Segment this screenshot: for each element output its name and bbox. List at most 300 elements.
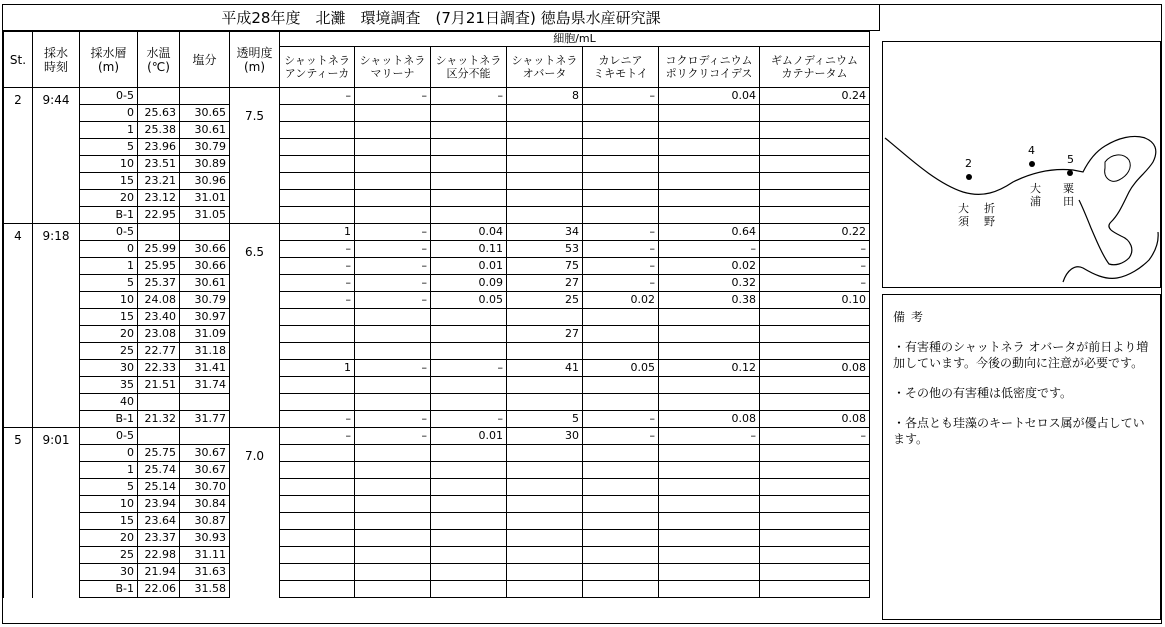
cell-density-cell — [355, 462, 431, 479]
cell-density-cell: 0.09 — [431, 275, 507, 292]
cell-density-cell — [583, 326, 659, 343]
table-row — [4, 343, 870, 360]
remarks-title: 備考 — [893, 310, 930, 324]
cell-density-cell — [280, 530, 355, 547]
station-marker-2 — [966, 174, 972, 180]
station-number-cell: 2 — [4, 88, 33, 224]
depth-cell: 30 — [80, 564, 138, 581]
cell-density-cell — [760, 513, 870, 530]
cell-density-cell — [760, 581, 870, 598]
salinity-cell: 30.97 — [180, 309, 230, 326]
header-sampling-depth: 採水層 (m) — [80, 32, 138, 88]
cell-density-cell — [583, 513, 659, 530]
depth-cell: 15 — [80, 513, 138, 530]
cell-density-cell — [280, 513, 355, 530]
cell-density-cell: – — [583, 258, 659, 275]
cell-density-cell: – — [280, 292, 355, 309]
salinity-cell: 31.05 — [180, 207, 230, 224]
transparency-cell: 6.5 — [230, 224, 280, 428]
sampling-time-cell: 9:01 — [33, 428, 80, 598]
transparency-cell: 7.5 — [230, 88, 280, 224]
water-temp-cell: 22.77 — [138, 343, 180, 360]
place-label-oura: 大浦 — [1030, 182, 1041, 208]
depth-cell: 25 — [80, 547, 138, 564]
cell-density-cell — [659, 530, 760, 547]
salinity-cell: 31.63 — [180, 564, 230, 581]
cell-density-cell: – — [760, 275, 870, 292]
table-row — [4, 377, 870, 394]
table-row — [4, 462, 870, 479]
cell-density-cell — [280, 139, 355, 156]
cell-density-cell — [280, 445, 355, 462]
place-label-orino: 折野 — [984, 202, 995, 228]
cell-density-cell — [760, 462, 870, 479]
depth-cell: 5 — [80, 139, 138, 156]
cell-density-cell — [507, 581, 583, 598]
cell-density-cell — [507, 479, 583, 496]
cell-density-cell — [583, 190, 659, 207]
cell-density-cell — [507, 122, 583, 139]
cell-density-cell — [760, 207, 870, 224]
header-species-karenia-mikimotoi: カレニア ミキモトイ — [583, 47, 659, 88]
cell-density-cell — [760, 190, 870, 207]
cell-density-cell — [507, 309, 583, 326]
cell-density-cell — [507, 207, 583, 224]
cell-density-cell — [659, 462, 760, 479]
remark-item-2: ・その他の有害種は低密度です。 — [893, 386, 1073, 400]
table-row — [4, 207, 870, 224]
cell-density-cell — [431, 105, 507, 122]
water-temp-cell: 21.94 — [138, 564, 180, 581]
cell-density-cell — [760, 139, 870, 156]
cell-density-cell: – — [659, 428, 760, 445]
cell-density-cell — [583, 547, 659, 564]
depth-cell: 5 — [80, 275, 138, 292]
cell-density-cell — [280, 479, 355, 496]
table-row — [4, 139, 870, 156]
depth-cell: 0-5 — [80, 88, 138, 105]
depth-cell: 1 — [80, 122, 138, 139]
table-row — [4, 275, 870, 292]
water-temp-cell: 22.95 — [138, 207, 180, 224]
sampling-time-cell: 9:44 — [33, 88, 80, 224]
cell-density-cell — [431, 173, 507, 190]
table-row — [4, 190, 870, 207]
water-temp-cell: 23.94 — [138, 496, 180, 513]
cell-density-cell — [659, 122, 760, 139]
cell-density-cell — [583, 156, 659, 173]
table-row — [4, 105, 870, 122]
depth-cell: 5 — [80, 479, 138, 496]
cell-density-cell — [280, 343, 355, 360]
cell-density-cell — [431, 309, 507, 326]
cell-density-cell — [507, 377, 583, 394]
cell-density-cell: 0.64 — [659, 224, 760, 241]
cell-density-cell — [280, 156, 355, 173]
cell-density-cell — [507, 547, 583, 564]
depth-cell: B-1 — [80, 411, 138, 428]
cell-density-cell — [355, 547, 431, 564]
water-temp-cell: 22.98 — [138, 547, 180, 564]
header-species-cochlodinium: コクロディニウム ポリクリコイデス — [659, 47, 760, 88]
cell-density-cell — [659, 496, 760, 513]
water-temp-cell: 25.14 — [138, 479, 180, 496]
cell-density-cell — [355, 394, 431, 411]
cell-density-cell: 0.08 — [760, 360, 870, 377]
cell-density-cell — [760, 479, 870, 496]
cell-density-cell: 0.12 — [659, 360, 760, 377]
table-row — [4, 513, 870, 530]
cell-density-cell — [659, 513, 760, 530]
salinity-cell: 30.61 — [180, 275, 230, 292]
table-row — [4, 360, 870, 377]
cell-density-cell: 0.01 — [431, 428, 507, 445]
remark-item-1: ・有害種のシャットネラ オバータが前日より増加しています。今後の動向に注意が必要です。 — [893, 340, 1149, 370]
table-row — [4, 326, 870, 343]
cell-density-cell — [659, 445, 760, 462]
cell-density-cell — [659, 564, 760, 581]
cell-density-cell — [760, 326, 870, 343]
cell-density-cell — [280, 309, 355, 326]
depth-cell: 0 — [80, 241, 138, 258]
cell-density-cell: 30 — [507, 428, 583, 445]
header-salinity: 塩分 — [180, 32, 230, 88]
station-label-4: 4 — [1028, 144, 1035, 157]
cell-density-cell: 41 — [507, 360, 583, 377]
salinity-cell: 31.01 — [180, 190, 230, 207]
table-row — [4, 241, 870, 258]
salinity-cell: 31.77 — [180, 411, 230, 428]
station-number-cell: 5 — [4, 428, 33, 598]
cell-density-cell — [583, 394, 659, 411]
salinity-cell: 30.67 — [180, 462, 230, 479]
cell-density-cell: – — [280, 88, 355, 105]
salinity-cell: 31.74 — [180, 377, 230, 394]
water-temp-cell: 23.12 — [138, 190, 180, 207]
cell-density-cell — [659, 156, 760, 173]
table-row — [4, 479, 870, 496]
salinity-cell: 30.87 — [180, 513, 230, 530]
cell-density-cell — [583, 377, 659, 394]
table-row — [4, 564, 870, 581]
table-row — [4, 122, 870, 139]
salinity-cell: 30.70 — [180, 479, 230, 496]
depth-cell: 0-5 — [80, 224, 138, 241]
salinity-cell: 30.61 — [180, 122, 230, 139]
cell-density-cell — [355, 343, 431, 360]
salinity-cell: 30.79 — [180, 292, 230, 309]
table-row — [4, 292, 870, 309]
salinity-cell: 30.66 — [180, 258, 230, 275]
cell-density-cell — [355, 122, 431, 139]
cell-density-cell — [355, 445, 431, 462]
depth-cell: 30 — [80, 360, 138, 377]
water-temp-cell: 25.75 — [138, 445, 180, 462]
cell-density-cell: – — [659, 241, 760, 258]
cell-density-cell — [659, 343, 760, 360]
salinity-cell: 30.79 — [180, 139, 230, 156]
depth-cell: 40 — [80, 394, 138, 411]
cell-density-cell — [659, 105, 760, 122]
cell-density-cell — [431, 547, 507, 564]
cell-density-cell — [280, 173, 355, 190]
table-row — [4, 258, 870, 275]
cell-density-cell — [507, 445, 583, 462]
water-temp-cell: 24.08 — [138, 292, 180, 309]
cell-density-cell — [760, 377, 870, 394]
coastline-line — [885, 136, 1158, 282]
cell-density-cell — [507, 394, 583, 411]
depth-cell: 0-5 — [80, 428, 138, 445]
cell-density-cell — [355, 190, 431, 207]
depth-cell: 20 — [80, 190, 138, 207]
cell-density-cell — [355, 173, 431, 190]
table-row — [4, 547, 870, 564]
cell-density-cell — [760, 343, 870, 360]
header-species-chattonella-marina: シャットネラ マリーナ — [355, 47, 431, 88]
cell-density-cell: – — [355, 224, 431, 241]
cell-density-cell — [355, 581, 431, 598]
depth-cell: 0 — [80, 105, 138, 122]
depth-cell: 10 — [80, 292, 138, 309]
remark-item-3: ・各点とも珪藻のキートセロス属が優占しています。 — [893, 416, 1145, 446]
salinity-cell — [180, 224, 230, 241]
cell-density-cell — [583, 581, 659, 598]
cell-density-cell — [431, 139, 507, 156]
header-species-chattonella-ovata: シャットネラ オバータ — [507, 47, 583, 88]
cell-density-cell: – — [760, 241, 870, 258]
cell-density-cell — [355, 479, 431, 496]
cell-density-cell — [583, 309, 659, 326]
depth-cell: 35 — [80, 377, 138, 394]
cell-density-cell: – — [355, 258, 431, 275]
cell-density-cell — [583, 462, 659, 479]
salinity-cell: 31.18 — [180, 343, 230, 360]
plankton-data-table — [3, 31, 870, 598]
header-species-gymnodinium: ギムノディニウム カテナータム — [760, 47, 870, 88]
header-station: St. — [4, 32, 33, 88]
depth-cell: 1 — [80, 462, 138, 479]
cell-density-cell — [355, 377, 431, 394]
cell-density-cell — [659, 309, 760, 326]
station-number-cell: 4 — [4, 224, 33, 428]
cell-density-cell: 0.38 — [659, 292, 760, 309]
cell-density-cell: 0.01 — [431, 258, 507, 275]
cell-density-cell — [760, 445, 870, 462]
salinity-cell: 30.65 — [180, 105, 230, 122]
salinity-cell: 30.66 — [180, 241, 230, 258]
cell-density-cell — [583, 139, 659, 156]
header-cell-density-unit: 細胞/mL — [280, 32, 870, 47]
cell-density-cell: 0.10 — [760, 292, 870, 309]
cell-density-cell: – — [280, 241, 355, 258]
station-label-2: 2 — [965, 157, 972, 170]
cell-density-cell — [431, 326, 507, 343]
depth-cell: 1 — [80, 258, 138, 275]
water-temp-cell: 25.37 — [138, 275, 180, 292]
cell-density-cell — [355, 207, 431, 224]
cell-density-cell: – — [355, 275, 431, 292]
cell-density-cell — [355, 496, 431, 513]
cell-density-cell — [355, 530, 431, 547]
water-temp-cell: 25.95 — [138, 258, 180, 275]
salinity-cell — [180, 88, 230, 105]
cell-density-cell — [431, 479, 507, 496]
cell-density-cell: – — [355, 88, 431, 105]
cell-density-cell: 1 — [280, 360, 355, 377]
cell-density-cell: 0.04 — [659, 88, 760, 105]
water-temp-cell — [138, 88, 180, 105]
place-label-awata: 粟田 — [1063, 182, 1074, 208]
cell-density-cell — [583, 445, 659, 462]
cell-density-cell — [431, 377, 507, 394]
cell-density-cell: 34 — [507, 224, 583, 241]
report-title: 平成28年度 北灘 環境調査 (7月21日調査) 徳島県水産研究課 — [3, 5, 880, 31]
cell-density-cell: 0.02 — [583, 292, 659, 309]
cell-density-cell — [659, 139, 760, 156]
cell-density-cell: 53 — [507, 241, 583, 258]
water-temp-cell — [138, 394, 180, 411]
cell-density-cell: – — [583, 428, 659, 445]
cell-density-cell: – — [583, 241, 659, 258]
depth-cell: 25 — [80, 343, 138, 360]
cell-density-cell — [507, 190, 583, 207]
cell-density-cell: – — [583, 275, 659, 292]
cell-density-cell — [280, 394, 355, 411]
cell-density-cell — [431, 581, 507, 598]
table-row — [4, 156, 870, 173]
cell-density-cell — [659, 394, 760, 411]
cell-density-cell: 0.02 — [659, 258, 760, 275]
header-species-chattonella-unidentified: シャットネラ 区分不能 — [431, 47, 507, 88]
cell-density-cell — [355, 156, 431, 173]
title-blank-cell — [880, 5, 1161, 31]
salinity-cell: 31.09 — [180, 326, 230, 343]
cell-density-cell — [760, 547, 870, 564]
cell-density-cell: – — [760, 428, 870, 445]
cell-density-cell — [659, 479, 760, 496]
cell-density-cell — [431, 207, 507, 224]
cell-density-cell: – — [583, 88, 659, 105]
cell-density-cell: 0.24 — [760, 88, 870, 105]
cell-density-cell — [280, 122, 355, 139]
table-row — [4, 411, 870, 428]
cell-density-cell — [280, 496, 355, 513]
cell-density-cell — [507, 462, 583, 479]
cell-density-cell: – — [280, 258, 355, 275]
cell-density-cell — [431, 530, 507, 547]
salinity-cell: 31.41 — [180, 360, 230, 377]
salinity-cell: 30.93 — [180, 530, 230, 547]
water-temp-cell: 23.96 — [138, 139, 180, 156]
cell-density-cell — [507, 496, 583, 513]
cell-density-cell — [355, 309, 431, 326]
cell-density-cell: – — [355, 360, 431, 377]
station-map — [882, 41, 1161, 288]
salinity-cell: 31.58 — [180, 581, 230, 598]
cell-density-cell — [583, 479, 659, 496]
water-temp-cell: 25.38 — [138, 122, 180, 139]
water-temp-cell: 22.33 — [138, 360, 180, 377]
cell-density-cell — [280, 462, 355, 479]
cell-density-cell: 27 — [507, 275, 583, 292]
place-label-osu: 大須 — [958, 202, 969, 228]
cell-density-cell — [431, 156, 507, 173]
cell-density-cell — [659, 190, 760, 207]
header-species-chattonella-antiqua: シャットネラ アンティーカ — [280, 47, 355, 88]
table-row — [4, 445, 870, 462]
table-row — [4, 394, 870, 411]
table-row — [4, 309, 870, 326]
cell-density-cell — [431, 496, 507, 513]
water-temp-cell: 23.40 — [138, 309, 180, 326]
station-label-5: 5 — [1067, 153, 1074, 166]
cell-density-cell: 5 — [507, 411, 583, 428]
water-temp-cell — [138, 428, 180, 445]
cell-density-cell: – — [431, 88, 507, 105]
cell-density-cell — [760, 105, 870, 122]
depth-cell: 15 — [80, 173, 138, 190]
cell-density-cell: – — [583, 224, 659, 241]
cell-density-cell — [355, 513, 431, 530]
salinity-cell — [180, 428, 230, 445]
cell-density-cell: 0.32 — [659, 275, 760, 292]
water-temp-cell: 25.99 — [138, 241, 180, 258]
cell-density-cell — [507, 530, 583, 547]
cell-density-cell — [431, 394, 507, 411]
water-temp-cell: 23.21 — [138, 173, 180, 190]
cell-density-cell — [431, 564, 507, 581]
depth-cell: 10 — [80, 156, 138, 173]
cell-density-cell — [280, 547, 355, 564]
cell-density-cell — [355, 139, 431, 156]
transparency-cell: 7.0 — [230, 428, 280, 598]
cell-density-cell — [280, 105, 355, 122]
table-row — [4, 173, 870, 190]
cell-density-cell — [507, 343, 583, 360]
table-row — [4, 88, 870, 105]
cell-density-cell — [760, 173, 870, 190]
cell-density-cell: – — [280, 275, 355, 292]
cell-density-cell: 0.08 — [659, 411, 760, 428]
depth-cell: 10 — [80, 496, 138, 513]
cell-density-cell — [507, 156, 583, 173]
water-temp-cell: 25.63 — [138, 105, 180, 122]
water-temp-cell: 23.08 — [138, 326, 180, 343]
depth-cell: 20 — [80, 326, 138, 343]
sampling-time-cell: 9:18 — [33, 224, 80, 428]
cell-density-cell — [583, 122, 659, 139]
water-temp-cell — [138, 224, 180, 241]
cell-density-cell: 0.05 — [431, 292, 507, 309]
cell-density-cell — [280, 207, 355, 224]
cell-density-cell — [431, 122, 507, 139]
cell-density-cell — [355, 564, 431, 581]
cell-density-cell — [760, 156, 870, 173]
coastline-map-graphic — [883, 42, 1160, 287]
table-row — [4, 530, 870, 547]
cell-density-cell — [507, 564, 583, 581]
water-temp-cell: 23.64 — [138, 513, 180, 530]
report-sheet — [2, 4, 1162, 624]
depth-cell: 0 — [80, 445, 138, 462]
depth-cell: 20 — [80, 530, 138, 547]
cell-density-cell — [760, 496, 870, 513]
station-marker-5 — [1067, 170, 1073, 176]
island-outline — [1105, 155, 1131, 181]
cell-density-cell — [280, 581, 355, 598]
cell-density-cell — [760, 530, 870, 547]
